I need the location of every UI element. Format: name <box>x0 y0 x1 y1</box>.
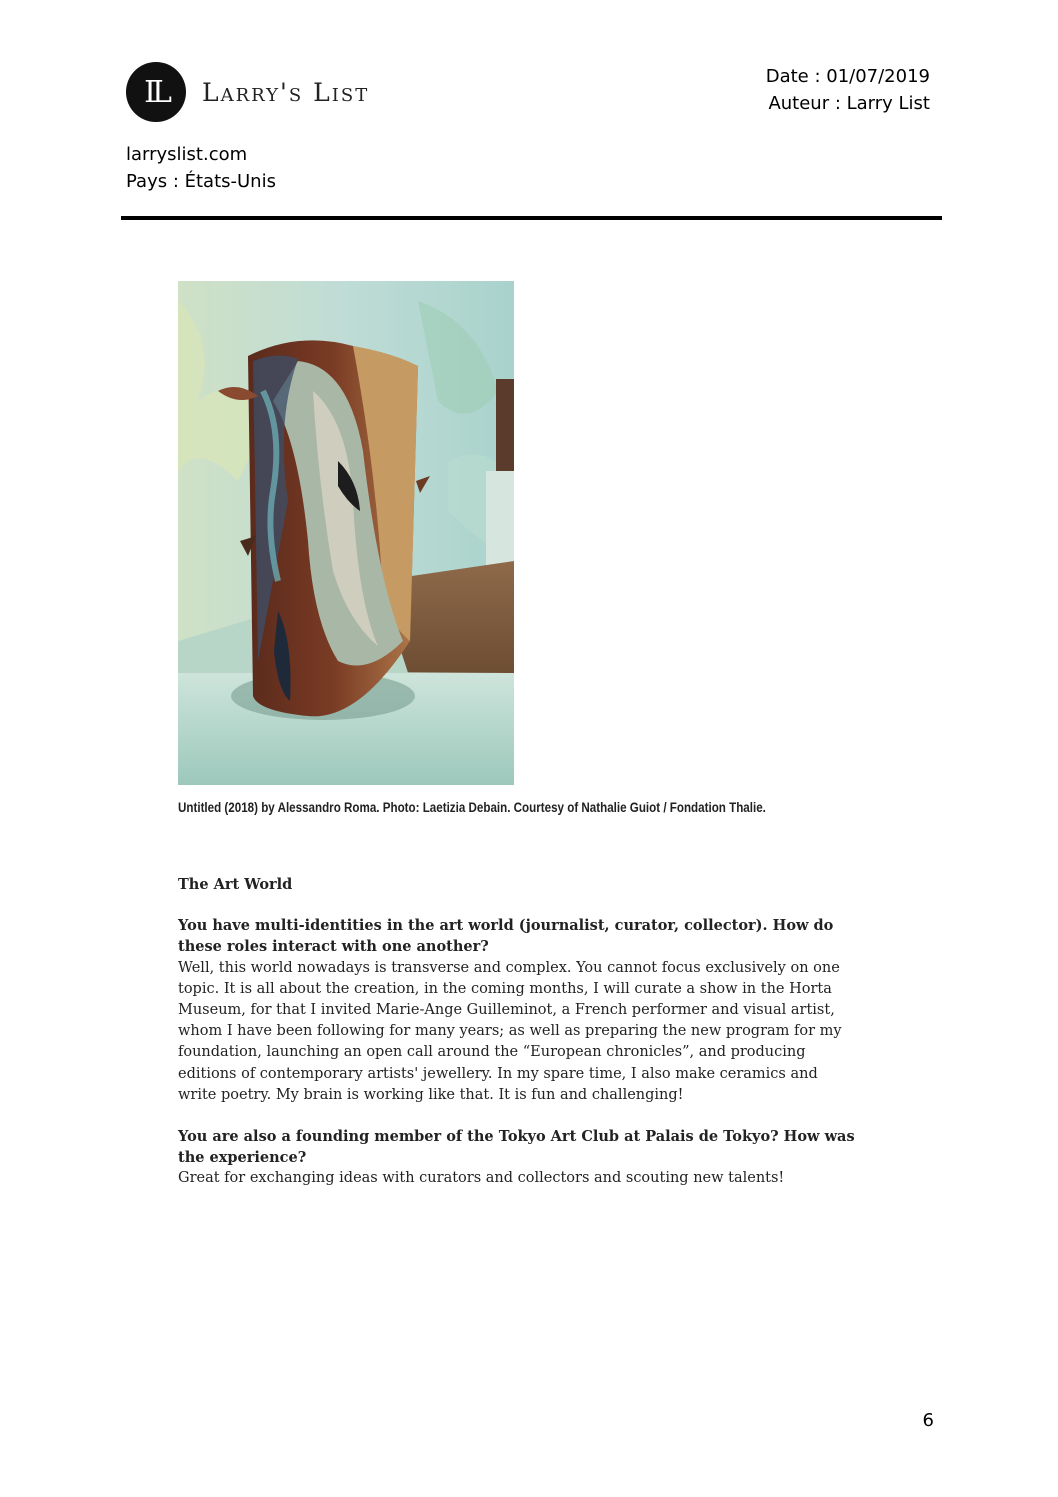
logo-monogram: IL <box>126 62 186 122</box>
document-meta <box>766 63 930 117</box>
country-label: Pays : États-Unis <box>126 171 276 192</box>
logo-wordmark: Larry's List <box>202 77 370 107</box>
question-1: You have multi-identities in the art world (journalist, curator, collector). How do these roles interact with one another? <box>178 917 834 956</box>
artwork-photo <box>178 281 514 785</box>
source-meta <box>126 141 276 195</box>
question-2: You are also a founding member of the Tokyo Art Club at Palais de Tokyo? How was the experience? <box>178 1128 855 1167</box>
larrys-list-logo <box>126 62 369 122</box>
website-label: larryslist.com <box>126 144 248 165</box>
date-label: Date : 01/07/2019 <box>765 66 930 87</box>
page-number: 6 <box>922 1410 934 1431</box>
section-title: The Art World <box>178 876 293 893</box>
answer-1: Well, this world nowadays is transverse and complex. You cannot focus exclusively on one topic. It is all about the creation, in the coming months, I will curate a show in the Horta Museum, for that I invited Marie-Ange Guilleminot, a French performer and visual artist, whom I have been following for many years; as well as preparing the new program for my foundation, launching an open call around the “European chronicles”, and producing editions of contemporary artists' jewellery. In my spare time, I also make ceramics and write poetry. My brain is working like that. It is fun and challenging! <box>178 959 842 1103</box>
answer-2: Great for exchanging ideas with curators and collectors and scouting new talents! <box>178 1170 785 1187</box>
author-label: Auteur : Larry List <box>768 93 930 114</box>
header-divider <box>121 216 942 220</box>
article-body <box>178 874 858 1210</box>
photo-caption: Untitled (2018) by Alessandro Roma. Photo: Laetizia Debain. Courtesy of Nathalie Guiot / Fondation Thalie. <box>178 800 766 815</box>
